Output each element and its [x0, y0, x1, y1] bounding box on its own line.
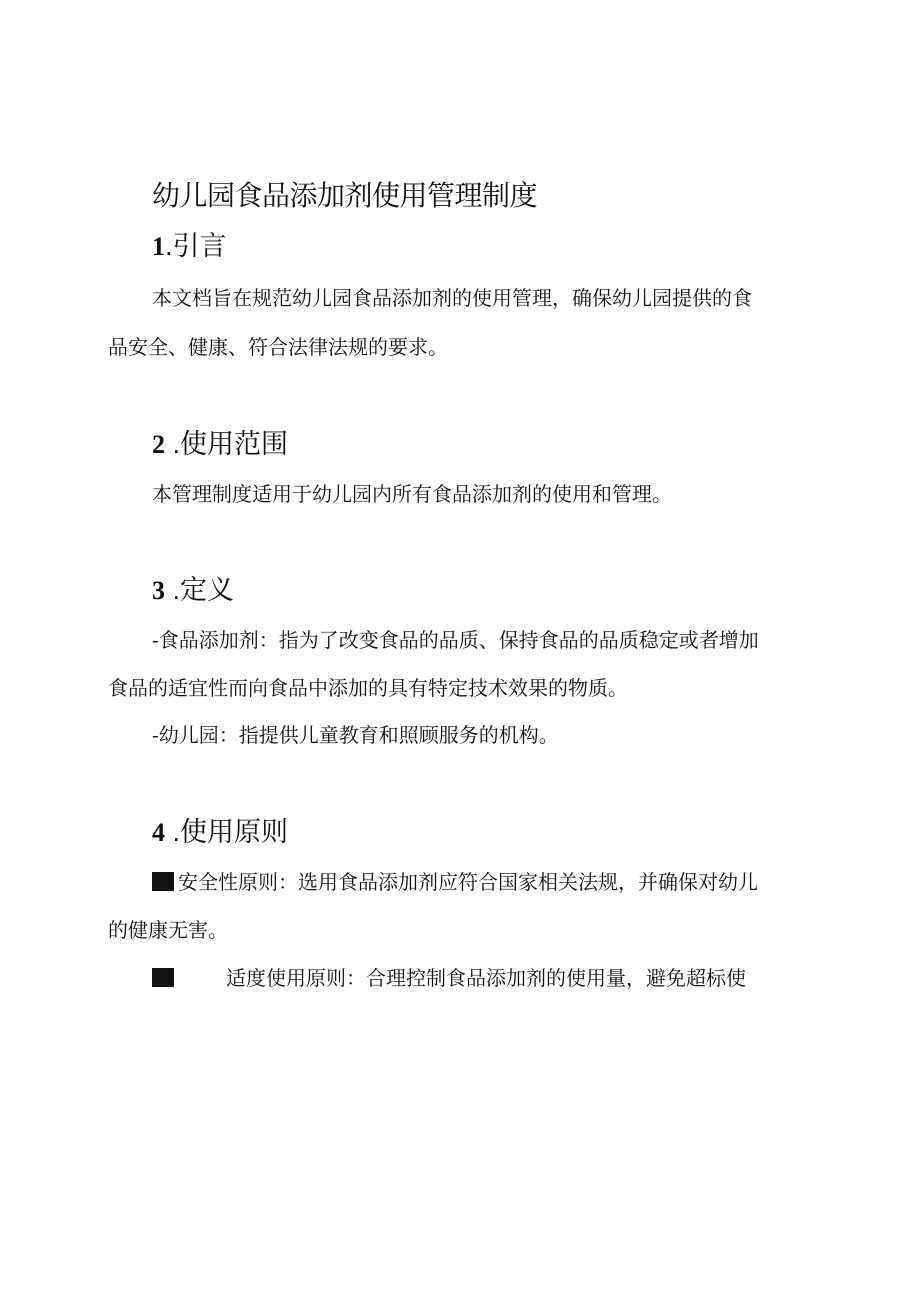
definition-kindergarten: -幼儿园：指提供儿童教育和照顾服务的机构。 [152, 723, 559, 747]
section-3-number: 3 [152, 576, 165, 605]
section-1-separator: . [165, 231, 173, 261]
section-4-number: 4 [152, 818, 165, 847]
section-4-heading [152, 812, 288, 853]
section-1-heading [152, 226, 227, 267]
section-2-paragraph: 本管理制度适用于幼儿园内所有食品添加剂的使用和管理。 [152, 482, 672, 506]
section-2-heading [152, 424, 288, 465]
section-2-separator: . [165, 429, 181, 459]
section-1-paragraph-line-1: 本文档旨在规范幼儿园食品添加剂的使用管理，确保幼儿园提供的食 [152, 286, 752, 310]
square-bullet-icon [152, 872, 174, 891]
principle-safety-line-1 [108, 867, 864, 897]
principle-safety-text: 安全性原则：选用食品添加剂应符合国家相关法规，并确保对幼儿 [178, 870, 758, 894]
section-4-title: 使用原则 [180, 817, 289, 848]
section-4-separator: . [165, 817, 181, 847]
section-3-separator: . [165, 575, 181, 605]
section-1-title: 引言 [172, 231, 227, 262]
section-1-paragraph-line-2: 品安全、健康、符合法律法规的要求。 [108, 335, 448, 359]
principle-moderate-use-text: 适度使用原则：合理控制食品添加剂的使用量，避免超标使 [226, 966, 746, 990]
section-1-number: 1 [152, 232, 165, 261]
definition-food-additive-line-1: -食品添加剂：指为了改变食品的品质、保持食品的品质稳定或者增加 [152, 628, 759, 652]
square-bullet-icon [152, 968, 174, 987]
section-3-title: 定义 [180, 575, 235, 606]
section-2-number: 2 [152, 430, 165, 459]
section-2-title: 使用范围 [180, 429, 289, 460]
principle-moderate-use-line-1 [108, 963, 864, 993]
principle-safety-line-2: 的健康无害。 [108, 918, 228, 942]
definition-food-additive-line-2: 食品的适宜性而向食品中添加的具有特定技术效果的物质。 [108, 676, 628, 700]
section-3-heading [152, 570, 234, 611]
document-title: 幼儿园食品添加剂使用管理制度 [152, 179, 538, 212]
